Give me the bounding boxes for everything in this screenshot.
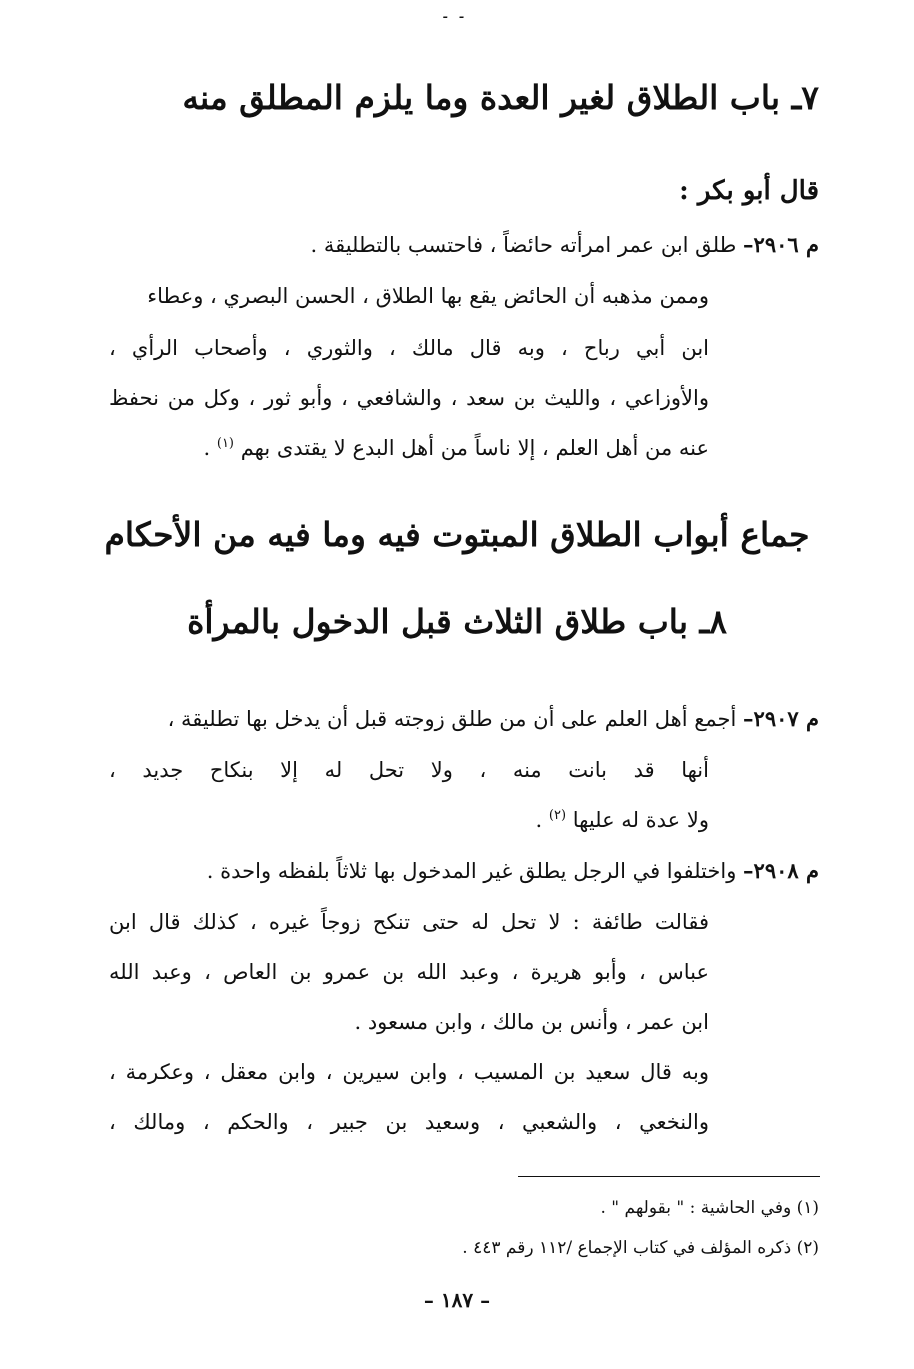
paragraph-line-last [536, 808, 709, 832]
paragraph-line: ابن أبي رباح ، وبه قال مالك ، والثوري ، وأصحاب الرأي ، [109, 336, 709, 360]
footnote-number: (١) [796, 1198, 819, 1218]
entry-text: طلق ابن عمر امرأته حائضاً ، فاحتسب بالتطليقة . [310, 233, 737, 257]
sentence-end: . [203, 436, 211, 460]
entry-2906 [310, 232, 819, 257]
entry-number: م ٢٩٠٧– [743, 706, 819, 731]
entry-number: م ٢٩٠٨– [743, 858, 819, 883]
footnote-text: ذكره المؤلف في كتاب الإجماع /١١٢ رقم ٤٤٣ . [462, 1238, 792, 1258]
footnote-2 [462, 1238, 819, 1258]
entry-text: واختلفوا في الرجل يطلق غير المدخول بها ثلاثاً بلفظه واحدة . [206, 859, 737, 883]
sentence-end: . [535, 808, 543, 832]
footnote-1 [600, 1198, 819, 1218]
footnote-ref-2: (٢) [548, 808, 567, 823]
footnote-number: (٢) [796, 1238, 819, 1258]
paragraph-line: وبه قال سعيد بن المسيب ، وابن سيرين ، وابن معقل ، وعكرمة ، [109, 1060, 709, 1084]
section-8-title: ٨ـ باب طلاق الثلاث قبل الدخول بالمرأة [187, 602, 727, 641]
top-mark: ۔ ۔ [440, 2, 467, 23]
paragraph-line: ابن عمر ، وأنس بن مالك ، وابن مسعود . [354, 1010, 709, 1034]
entry-number: م ٢٩٠٦– [743, 232, 819, 257]
paragraph-line: فقالت طائفة : لا تحل له حتى تنكح زوجاً غيره ، كذلك قال ابن [109, 910, 709, 934]
section-7-title: ٧ـ باب الطلاق لغير العدة وما يلزم المطلق منه [182, 78, 819, 117]
entry-2907 [168, 706, 819, 731]
paragraph-line-last [203, 436, 709, 460]
paragraph-line: وممن مذهبه أن الحائض يقع بها الطلاق ، الحسن البصري ، وعطاء [147, 284, 709, 308]
footnote-ref-1: (١) [216, 436, 234, 451]
compilation-title: جماع أبواب الطلاق المبتوت فيه وما فيه من الأحكام [104, 515, 810, 554]
paragraph-line: عباس ، وأبو هريرة ، وعبد الله بن عمرو بن العاص ، وعبد الله [109, 960, 709, 984]
speaker-line: قال أبو بكر : [679, 176, 819, 206]
page-number: – ١٨٧ – [423, 1288, 491, 1312]
paragraph-line: والأوزاعي ، والليث بن سعد ، والشافعي ، وأبو ثور ، وكل من نحفظ [109, 386, 709, 410]
paragraph-line: والنخعي ، والشعبي ، وسعيد بن جبير ، والحكم ، ومالك ، [109, 1110, 709, 1134]
entry-text: أجمع أهل العلم على أن من طلق زوجته قبل أن يدخل بها تطليقة ، [167, 707, 737, 731]
paragraph-line: أنها قد بانت منه ، ولا تحل له إلا بنكاح جديد ، [109, 758, 709, 782]
paragraph-text: ولا عدة له عليها [572, 808, 709, 832]
footnote-divider [518, 1176, 820, 1177]
footnote-text: وفي الحاشية : " بقولهم " . [600, 1198, 792, 1218]
entry-2908 [207, 858, 819, 883]
paragraph-text: عنه من أهل العلم ، إلا ناساً من أهل البدع لا يقتدى بهم [240, 436, 709, 460]
